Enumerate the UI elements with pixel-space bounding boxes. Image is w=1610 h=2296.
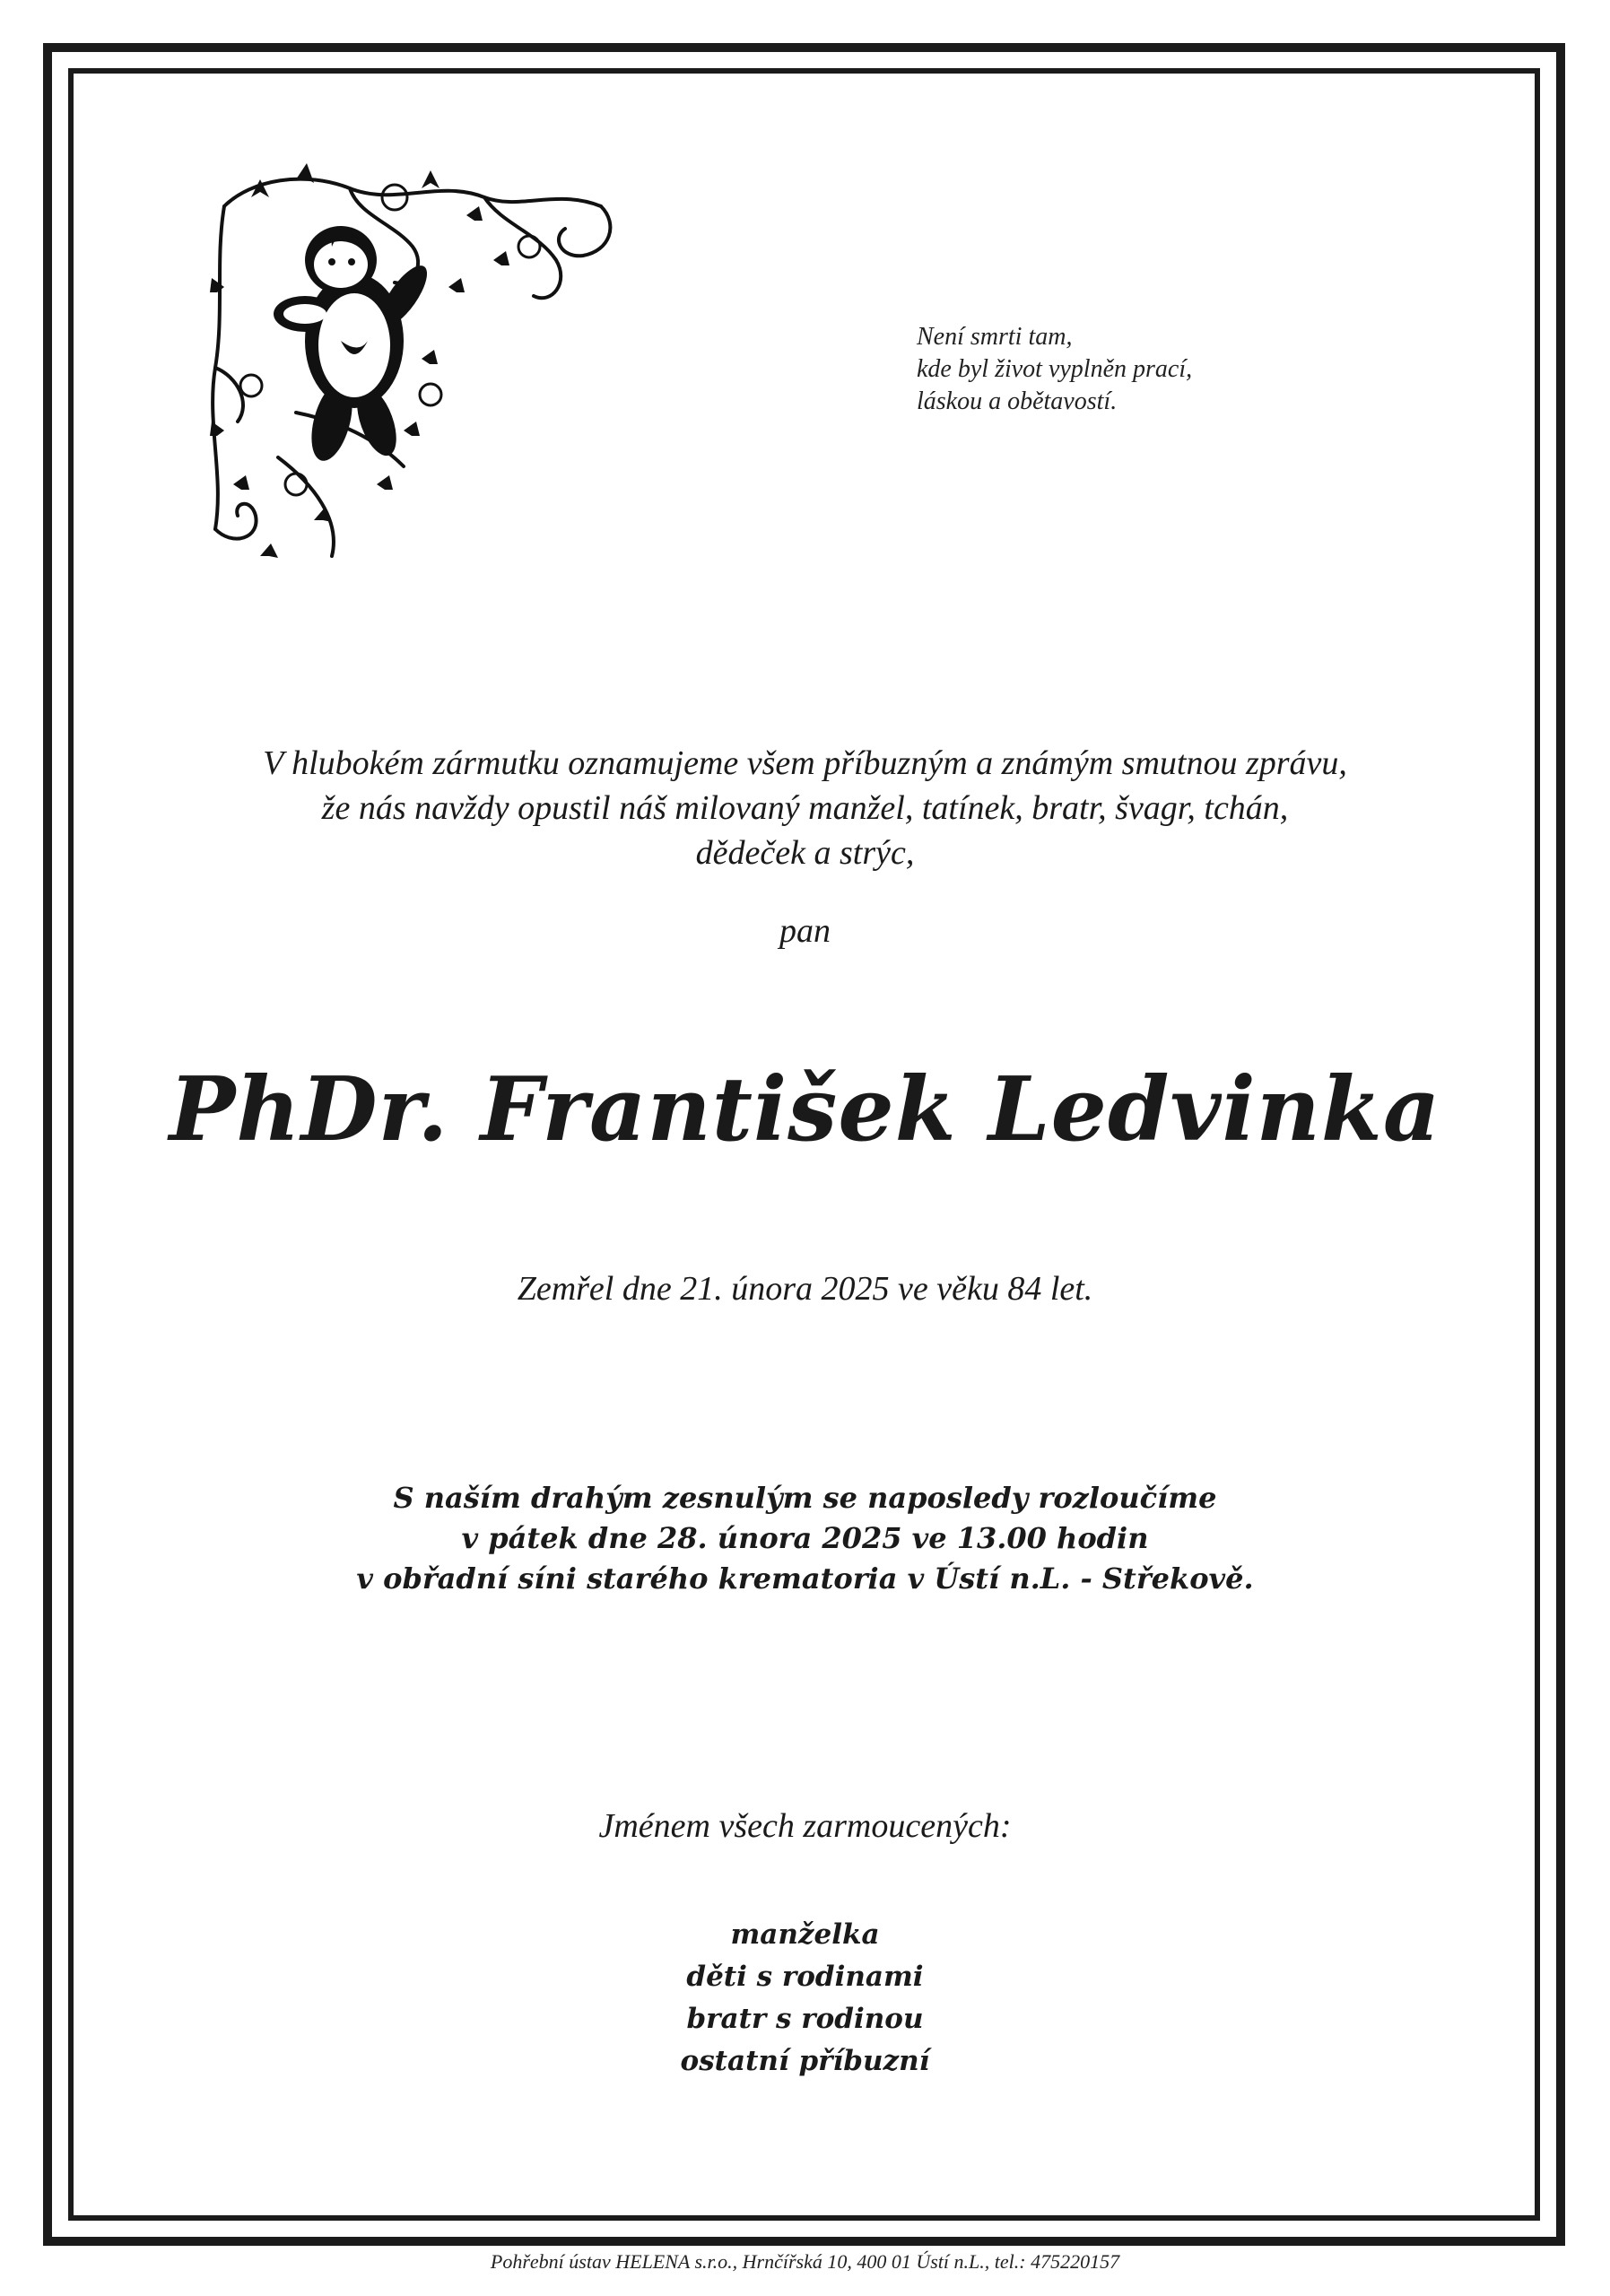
ceremony-line: v pátek dne 28. února 2025 ve 13.00 hodin <box>461 1521 1149 1555</box>
cherub-ornament-illustration <box>197 161 646 583</box>
mourner-item: děti s rodinami <box>686 1961 924 1993</box>
mourner-item: ostatní příbuzní <box>680 2045 930 2077</box>
quote-line: láskou a obětavostí. <box>917 387 1118 415</box>
epitaph-quote <box>917 321 1419 418</box>
mourners-list <box>108 1914 1502 2083</box>
announcement-line: dědeček a strýc, <box>695 834 915 872</box>
mourner-item: bratr s rodinou <box>686 2003 924 2035</box>
funeral-home-footer: Pohřební ústav HELENA s.r.o., Hrnčířská 10, 400 01 Ústí n.L., tel.: 475220157 <box>490 2250 1120 2273</box>
announcement-text <box>108 741 1502 875</box>
ceremony-details <box>108 1478 1502 1599</box>
announcement-line: V hlubokém zármutku oznamujeme všem příbuzným a známým smutnou zprávu, <box>263 744 1347 782</box>
mourner-item: manželka <box>730 1918 880 1951</box>
death-notice: Zemřel dne 21. února 2025 ve věku 84 let. <box>517 1270 1093 1308</box>
quote-line: kde byl život vyplněn prací, <box>917 355 1193 383</box>
ceremony-line: v obřadní síni starého krematoria v Ústí n.L. - Střekově. <box>356 1561 1254 1596</box>
on-behalf-of-heading: Jménem všech zarmoucených: <box>598 1807 1012 1845</box>
quote-line: Není smrti tam, <box>917 323 1073 351</box>
announcement-line: že nás navždy opustil náš milovaný manžel, tatínek, bratr, švagr, tchán, <box>321 789 1289 827</box>
deceased-name: PhDr. František Ledvinka <box>169 1058 1441 1161</box>
honorific: pan <box>779 912 831 950</box>
ceremony-line: S naším drahým zesnulým se naposledy rozloučíme <box>393 1481 1217 1515</box>
